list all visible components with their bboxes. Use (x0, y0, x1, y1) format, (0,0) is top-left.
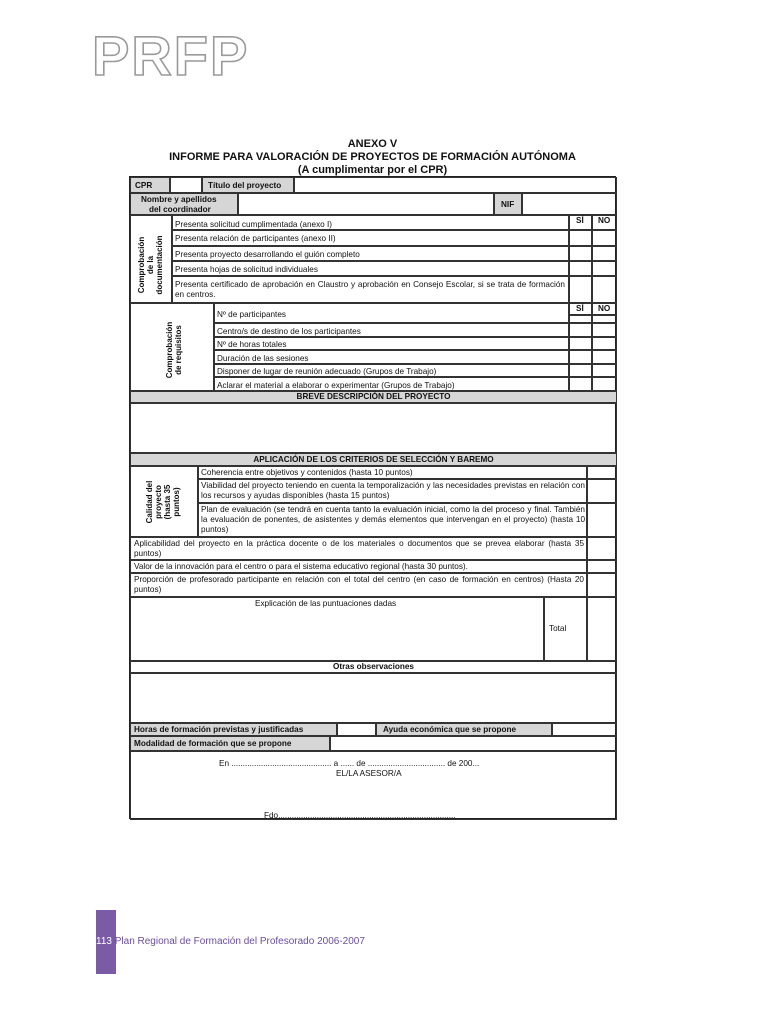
criterio-aplicabilidad: Aplicabilidad del proyecto en la práctica docente o de los materiales o documentos que se prevea elaborar (hasta 35 puntos) (134, 539, 584, 558)
calidad-3-score[interactable] (587, 503, 617, 537)
calidad-2-score[interactable] (587, 479, 617, 503)
asesor-label: EL/LA ASESOR/A (336, 769, 402, 778)
req-item-6: Aclarar el material a elaborar o experimentar (Grupos de Trabajo) (217, 381, 455, 390)
req-row-6 (214, 377, 569, 391)
fecha-line[interactable]: En ............................................ a ...... de .................................. de 200... (219, 759, 480, 768)
calidad-item-2: Viabilidad del proyecto teniendo en cuenta la temporalización y las necesidades previstas en relación con los recursos y ayudas disponibles (hasta 15 puntos) (201, 481, 585, 500)
req-si-label: SÍ (576, 304, 584, 313)
calidad-label-line1: Calidad del (145, 480, 154, 524)
calidad-label-line2: proyecto (154, 485, 163, 519)
documentacion-label-line1: Comprobación (137, 236, 146, 294)
doc-item-3: Presenta proyecto desarrollando el guión completo (175, 250, 360, 259)
horas-label-cell (130, 723, 337, 736)
doc-3-si-checkbox[interactable] (569, 246, 592, 261)
doc-row-1 (172, 215, 569, 230)
doc-row-3 (172, 246, 569, 261)
observaciones-field[interactable] (130, 673, 617, 723)
req-1-si-checkbox[interactable] (569, 315, 592, 323)
req-item-4: Duración de las sesiones (217, 354, 309, 363)
explicacion-label: Explicación de las puntuaciones dadas (255, 599, 397, 608)
doc-2-no-checkbox[interactable] (592, 230, 617, 246)
coordinador-label-line2: del coordinador (149, 205, 211, 214)
cpr-label-cell (130, 177, 170, 193)
calidad-row-1 (198, 466, 587, 479)
doc-2-si-checkbox[interactable] (569, 230, 592, 246)
documentacion-label-line3: documentación (155, 235, 164, 295)
doc-5-no-checkbox[interactable] (592, 276, 617, 303)
modalidad-field[interactable] (330, 736, 617, 751)
innovacion-score[interactable] (587, 560, 617, 573)
req-row-5 (214, 364, 569, 377)
req-item-1: Nº de participantes (217, 310, 286, 319)
doc-4-no-checkbox[interactable] (592, 261, 617, 276)
doc-3-no-checkbox[interactable] (592, 246, 617, 261)
proporcion-score[interactable] (587, 573, 617, 597)
observaciones-heading-cell (130, 661, 617, 673)
criterio-row-proporcion (130, 573, 587, 597)
evaluation-form (129, 176, 616, 819)
req-2-no-checkbox[interactable] (592, 323, 617, 337)
calidad-label-line4: puntos) (172, 487, 181, 517)
req-3-si-checkbox[interactable] (569, 337, 592, 350)
total-score[interactable] (587, 597, 617, 661)
doc-no-header (592, 215, 617, 230)
doc-item-5: Presenta certificado de aprobación en Claustro y aprobación en Consejo Escolar, si se trata de formación en centros. (175, 280, 565, 299)
criterios-heading-cell (130, 453, 617, 466)
page-title: INFORME PARA VALORACIÓN DE PROYECTOS DE FORMACIÓN AUTÓNOMA (169, 151, 576, 163)
criterio-proporcion: Proporción de profesorado participante en relación con el total del centro (en caso de formación en centros) (Hasta 20 puntos) (134, 575, 584, 594)
total-label: Total (549, 624, 567, 633)
document-header (129, 138, 616, 177)
nif-label: NIF (501, 200, 515, 209)
req-3-no-checkbox[interactable] (592, 337, 617, 350)
doc-row-5 (172, 276, 569, 303)
req-row-3 (214, 337, 569, 350)
observaciones-heading: Otras observaciones (332, 662, 414, 671)
coordinador-label-line1: Nombre y apellidos (141, 195, 217, 204)
prfp-logo: PRFP (92, 24, 250, 87)
requisitos-label-line1: Comprobación (165, 321, 174, 379)
calidad-row-3 (198, 503, 587, 537)
req-no-header (592, 303, 617, 315)
req-item-3: Nº de horas totales (217, 340, 287, 349)
req-5-si-checkbox[interactable] (569, 364, 592, 377)
criterio-row-aplicabilidad (130, 537, 587, 560)
ayuda-field[interactable] (552, 723, 617, 736)
descripcion-heading: BREVE DESCRIPCIÓN DEL PROYECTO (296, 392, 451, 401)
doc-4-si-checkbox[interactable] (569, 261, 592, 276)
doc-item-2: Presenta relación de participantes (anexo II) (175, 234, 336, 243)
doc-item-1: Presenta solicitud cumplimentada (anexo I) (175, 220, 333, 229)
doc-5-si-checkbox[interactable] (569, 276, 592, 303)
doc-item-4: Presenta hojas de solicitud individuales (175, 265, 318, 274)
titulo-label: Título del proyecto (208, 181, 282, 190)
criterios-heading: APLICACIÓN DE LOS CRITERIOS DE SELECCIÓN Y BAREMO (253, 455, 494, 464)
nif-field[interactable] (522, 193, 617, 215)
doc-si-header (569, 215, 592, 230)
req-6-no-checkbox[interactable] (592, 377, 617, 391)
titulo-label-cell (202, 177, 294, 193)
ayuda-label: Ayuda económica que se propone (383, 725, 516, 734)
horas-field[interactable] (337, 723, 376, 736)
req-1-no-checkbox[interactable] (592, 315, 617, 323)
req-4-si-checkbox[interactable] (569, 350, 592, 364)
req-row-4 (214, 350, 569, 364)
calidad-item-1: Coherencia entre objetivos y contenidos (hasta 10 puntos) (201, 468, 413, 477)
doc-no-label: NO (598, 216, 611, 225)
ayuda-label-cell (376, 723, 552, 736)
total-label-cell (544, 597, 587, 661)
footer-title: Plan Regional de Formación del Profesorado 2006-2007 (114, 936, 365, 947)
req-row-2 (214, 323, 569, 337)
page-subtitle: (A cumplimentar por el CPR) (297, 164, 448, 176)
modalidad-label: Modalidad de formación que se propone (134, 739, 292, 748)
cpr-field[interactable] (170, 177, 202, 193)
req-4-no-checkbox[interactable] (592, 350, 617, 364)
coordinador-label-cell (130, 193, 238, 215)
calidad-label-line3: (hasta 35 (163, 484, 172, 520)
criterio-row-innovacion (130, 560, 587, 573)
calidad-1-score[interactable] (587, 466, 617, 479)
modalidad-label-cell (130, 736, 330, 751)
req-2-si-checkbox[interactable] (569, 323, 592, 337)
aplicabilidad-score[interactable] (587, 537, 617, 560)
req-no-label: NO (598, 304, 611, 313)
req-item-5: Disponer de lugar de reunión adecuado (Grupos de Trabajo) (217, 367, 437, 376)
calidad-label-cell (130, 466, 198, 537)
coordinador-field[interactable] (238, 193, 494, 215)
req-item-2: Centro/s de destino de los participantes (217, 327, 361, 336)
descripcion-heading-cell (130, 391, 617, 403)
documentacion-label-line2: de la (146, 255, 155, 275)
requisitos-label-line2: de requisitos (174, 325, 183, 375)
doc-row-2 (172, 230, 569, 246)
req-6-si-checkbox[interactable] (569, 377, 592, 391)
doc-si-label: SÍ (576, 216, 584, 225)
page-footer (96, 936, 365, 947)
titulo-field[interactable] (294, 177, 617, 193)
req-si-header (569, 303, 592, 315)
req-row-1 (214, 303, 569, 323)
req-5-no-checkbox[interactable] (592, 364, 617, 377)
cpr-label: CPR (135, 181, 153, 190)
signature-area (130, 751, 617, 820)
nif-label-cell (494, 193, 522, 215)
calidad-item-3: Plan de evaluación (se tendrá en cuenta tanto la evaluación inicial, como la del proceso y final. También la evaluación de ponentes, de asistentes y demás elementos que intervengan en el proyecto) (hasta 10 puntos) (201, 505, 585, 534)
page-number: 113 (96, 936, 112, 947)
documentacion-label-cell (130, 215, 172, 303)
firma-line[interactable]: Fdo.............................................................................. (264, 811, 456, 820)
explicacion-field[interactable] (130, 597, 544, 661)
calidad-row-2 (198, 479, 587, 503)
criterio-innovacion: Valor de la innovación para el centro o para el sistema educativo regional (hasta 30 puntos). (134, 562, 468, 571)
annex-label: ANEXO V (347, 138, 398, 150)
horas-label: Horas de formación previstas y justificadas (134, 725, 304, 734)
descripcion-field[interactable] (130, 403, 617, 453)
doc-row-4 (172, 261, 569, 276)
requisitos-label-cell (130, 303, 214, 391)
